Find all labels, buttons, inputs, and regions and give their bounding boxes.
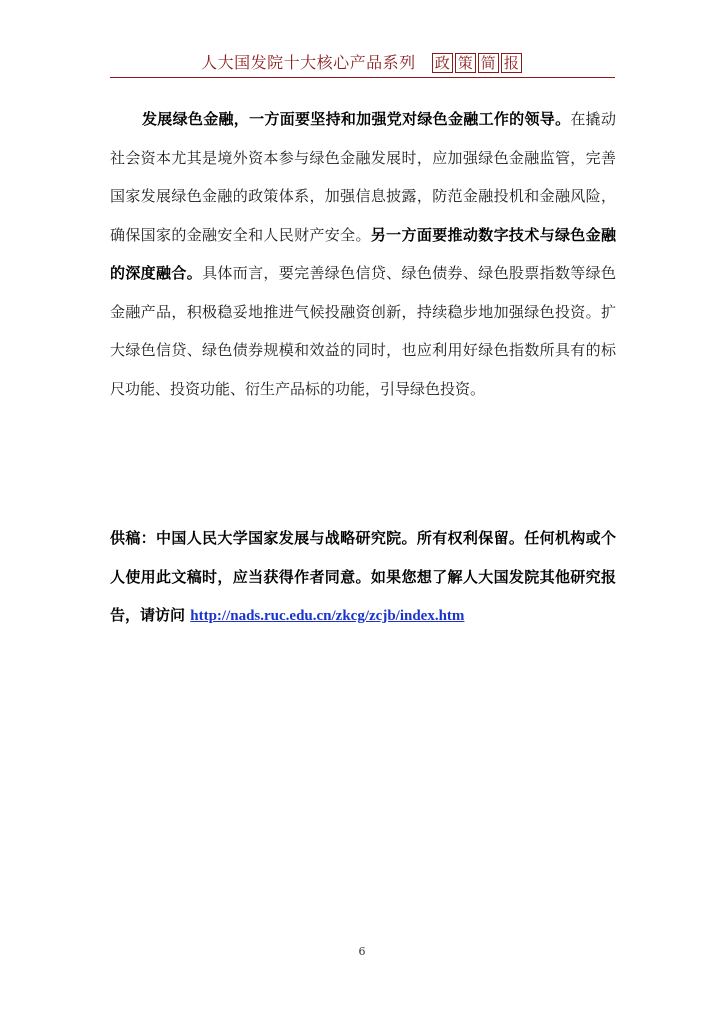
badge-char: 政 bbox=[432, 53, 453, 73]
badge-char: 策 bbox=[455, 53, 476, 73]
bold-sentence: 发展绿色金融，一方面要坚持和加强党对绿色金融工作的领导。 bbox=[142, 110, 571, 128]
body-sentence: 具体而言，要完善绿色信贷、绿色债券、绿色股票指数等绿色金融产品，积极稳妥地推进气候投融资创新，持续稳步地加强绿色投资。扩大绿色信贷、绿色债券规模和效益的同时，也应利用好绿色指数所具有的标尺功能、投资功能、衍生产品标的功能，引导绿色投资。 bbox=[110, 264, 616, 398]
body-text bbox=[110, 100, 616, 408]
source-text: 供稿：中国人民大学国家发展与战略研究院。所有权利保留。任何机构或个人使用此文稿时，应当获得作者同意。如果您想了解人大国发院其他研究报告，请访问 bbox=[110, 529, 616, 624]
source-note bbox=[110, 519, 616, 636]
badge-char: 简 bbox=[478, 53, 499, 73]
page-number: 6 bbox=[358, 945, 366, 958]
policy-brief-badge bbox=[431, 52, 523, 74]
badge-char: 报 bbox=[501, 53, 522, 73]
header-divider bbox=[110, 77, 615, 78]
body-sentence: 在撬动社会资本尤其是境外资本参与绿色金融发展时，应加强绿色金融监管，完善国家发展绿色金融的政策体系，加强信息披露，防范金融投机和金融风险，确保国家的金融安全和人民财产安全。 bbox=[110, 110, 616, 244]
bold-sentence: 另一方面要推动数字技术与绿色金融的深度融合。 bbox=[110, 225, 616, 282]
reports-link[interactable]: http://nads.ruc.edu.cn/zkcg/zcjb/index.htm bbox=[190, 608, 465, 624]
paragraph bbox=[110, 100, 616, 408]
page-header bbox=[0, 52, 724, 74]
series-title: 人大国发院十大核心产品系列 bbox=[201, 53, 416, 72]
